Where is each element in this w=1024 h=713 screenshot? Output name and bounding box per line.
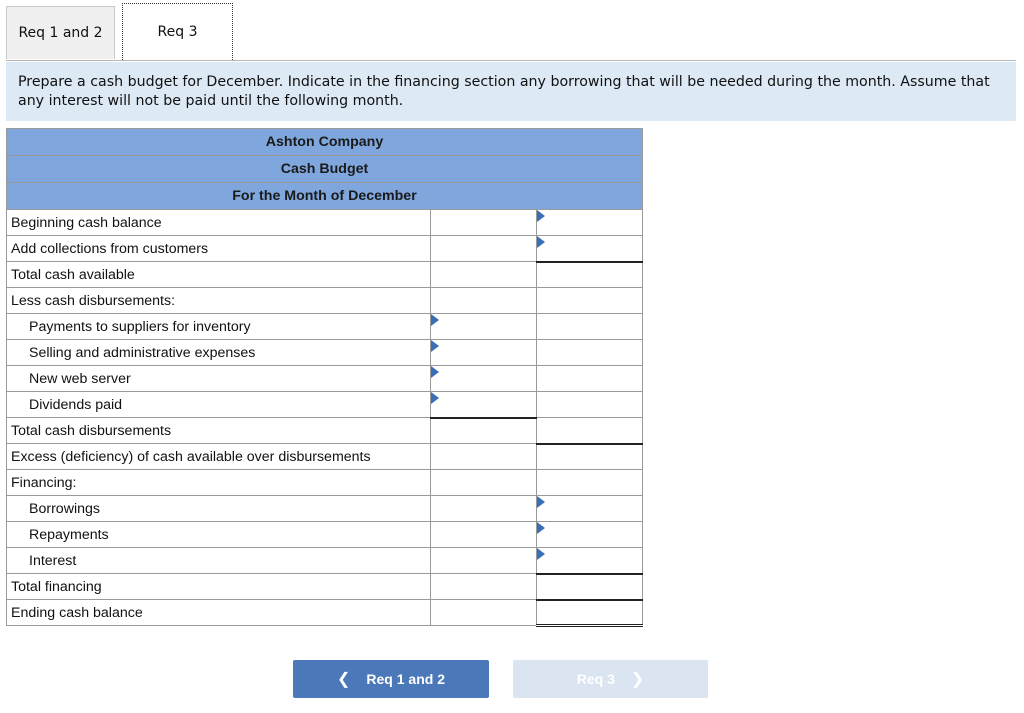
table-row — [7, 470, 643, 496]
table-row — [7, 600, 643, 626]
beginning-cash-input-cell[interactable] — [537, 210, 643, 236]
statement-title: Cash Budget — [7, 156, 643, 183]
row-label: Add collections from customers — [7, 236, 431, 262]
web-server-input[interactable] — [441, 369, 532, 388]
selling-admin-input-cell[interactable] — [431, 340, 537, 366]
triangle-marker-icon — [431, 314, 439, 326]
ending-cash-input[interactable] — [547, 604, 638, 622]
total-disbursements-input[interactable] — [547, 421, 638, 440]
company-name: Ashton Company — [7, 129, 643, 156]
amount-cell-right — [537, 366, 643, 392]
total-cash-available-input[interactable] — [547, 266, 638, 285]
triangle-marker-icon — [537, 210, 545, 222]
table-row — [7, 366, 643, 392]
borrowings-input[interactable] — [547, 499, 638, 518]
triangle-marker-icon — [537, 236, 545, 248]
excess-deficiency-input[interactable] — [547, 448, 638, 467]
row-label: Financing: — [7, 470, 431, 496]
amount-cell-right — [537, 392, 643, 418]
amount-cell-left — [431, 288, 537, 314]
amount-cell-left — [431, 574, 537, 600]
collections-input[interactable] — [547, 239, 638, 258]
table-row — [7, 210, 643, 236]
row-label: Beginning cash balance — [7, 210, 431, 236]
table-row — [7, 314, 643, 340]
table-row — [7, 262, 643, 288]
triangle-marker-icon — [537, 548, 545, 560]
previous-button-label: Req 1 and 2 — [366, 671, 445, 687]
table-row — [7, 392, 643, 418]
chevron-left-icon: ❮ — [337, 671, 351, 688]
row-label: Total cash available — [7, 262, 431, 288]
amount-cell-left — [431, 418, 537, 444]
triangle-marker-icon — [537, 496, 545, 508]
borrowings-input-cell[interactable] — [537, 496, 643, 522]
amount-cell-right — [537, 288, 643, 314]
tab-req-1-and-2[interactable]: Req 1 and 2 — [6, 6, 115, 59]
amount-cell-left — [431, 470, 537, 496]
triangle-marker-icon — [431, 366, 439, 378]
row-label: Ending cash balance — [7, 600, 431, 626]
amount-cell-right — [537, 314, 643, 340]
interest-input-cell[interactable] — [537, 548, 643, 574]
tab-req-3[interactable]: Req 3 — [122, 3, 233, 60]
ending-cash-cell[interactable] — [537, 600, 643, 626]
amount-cell-right — [537, 470, 643, 496]
table-row — [7, 418, 643, 444]
dividends-input-cell[interactable] — [431, 392, 537, 418]
instruction-text: Prepare a cash budget for December. Indicate in the financing section any borrowing that will be needed during the month. Assume that any interest will not be paid until the following month. — [6, 62, 1016, 121]
statement-period: For the Month of December — [7, 183, 643, 210]
amount-cell-left — [431, 600, 537, 626]
amount-cell-left — [431, 548, 537, 574]
chevron-right-icon: ❯ — [630, 671, 645, 688]
row-label: New web server — [7, 366, 431, 392]
total-cash-available-cell[interactable] — [537, 262, 643, 288]
next-requirement-button — [513, 660, 708, 698]
amount-cell-left — [431, 496, 537, 522]
cash-budget-table — [6, 128, 643, 627]
triangle-marker-icon — [537, 522, 545, 534]
table-row — [7, 496, 643, 522]
total-disbursements-cell[interactable] — [537, 418, 643, 444]
payments-suppliers-input-cell[interactable] — [431, 314, 537, 340]
amount-cell-left — [431, 236, 537, 262]
triangle-marker-icon — [431, 392, 439, 404]
table-row — [7, 548, 643, 574]
row-label: Total financing — [7, 574, 431, 600]
row-label: Borrowings — [7, 496, 431, 522]
row-label: Dividends paid — [7, 392, 431, 418]
selling-admin-input[interactable] — [441, 343, 532, 362]
table-row — [7, 340, 643, 366]
row-label: Interest — [7, 548, 431, 574]
amount-cell-right — [537, 340, 643, 366]
total-financing-cell[interactable] — [537, 574, 643, 600]
table-row — [7, 574, 643, 600]
collections-input-cell[interactable] — [537, 236, 643, 262]
row-label: Excess (deficiency) of cash available over disbursements — [7, 444, 431, 470]
tab-divider — [6, 60, 1016, 61]
beginning-cash-input[interactable] — [547, 213, 638, 232]
table-row — [7, 444, 643, 470]
repayments-input[interactable] — [547, 525, 638, 544]
repayments-input-cell[interactable] — [537, 522, 643, 548]
next-button-label: Req 3 — [576, 671, 615, 687]
row-label: Less cash disbursements: — [7, 288, 431, 314]
amount-cell-left — [431, 210, 537, 236]
interest-input[interactable] — [547, 551, 638, 570]
total-financing-input[interactable] — [547, 578, 638, 596]
row-label: Total cash disbursements — [7, 418, 431, 444]
row-label: Repayments — [7, 522, 431, 548]
table-row — [7, 236, 643, 262]
previous-requirement-button[interactable] — [293, 660, 489, 698]
row-label: Payments to suppliers for inventory — [7, 314, 431, 340]
requirement-tabs — [6, 6, 1016, 61]
table-row — [7, 288, 643, 314]
table-row — [7, 522, 643, 548]
web-server-input-cell[interactable] — [431, 366, 537, 392]
amount-cell-left — [431, 262, 537, 288]
payments-suppliers-input[interactable] — [441, 317, 532, 336]
amount-cell-left — [431, 444, 537, 470]
amount-cell-left — [431, 522, 537, 548]
excess-deficiency-cell[interactable] — [537, 444, 643, 470]
triangle-marker-icon — [431, 340, 439, 352]
row-label: Selling and administrative expenses — [7, 340, 431, 366]
dividends-input[interactable] — [441, 395, 532, 414]
